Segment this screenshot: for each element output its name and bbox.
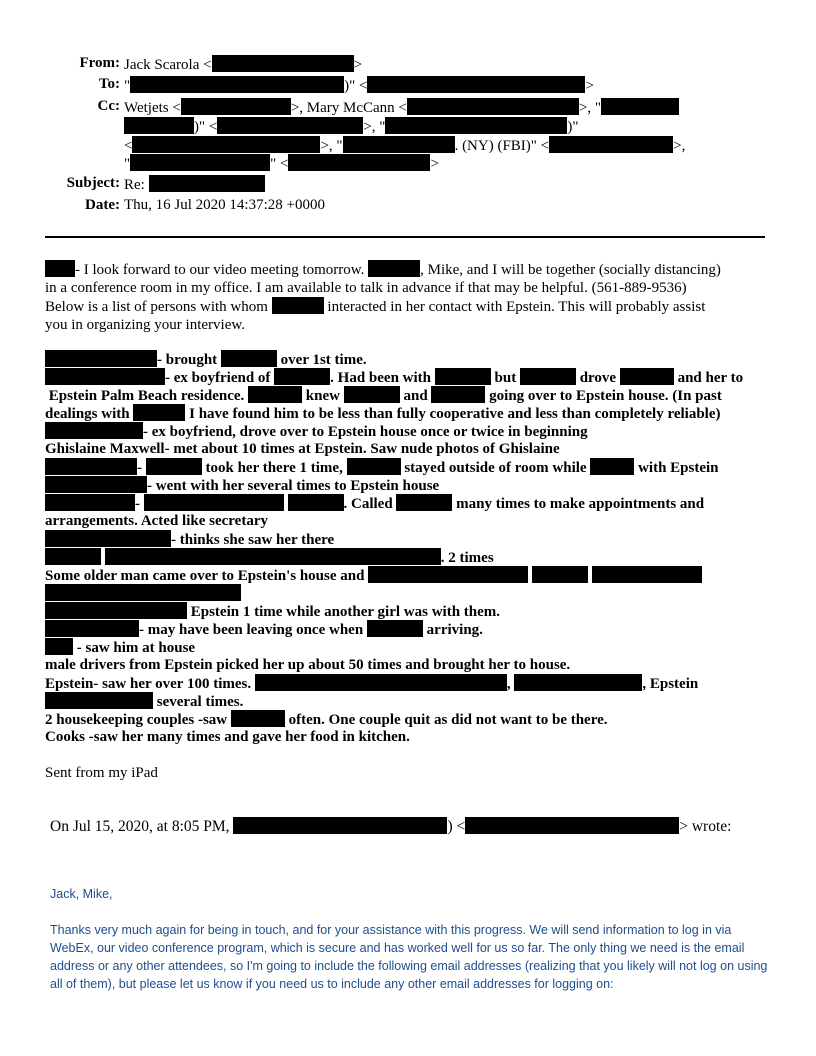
redaction	[133, 404, 185, 421]
list-item: - . Called many times to make appointments and	[45, 494, 775, 512]
list-item: - ex boyfriend of . Had been with but drove and her to	[45, 368, 775, 386]
redaction	[367, 620, 423, 637]
redaction	[45, 548, 101, 565]
redaction	[549, 136, 673, 153]
date-label: Date:	[85, 197, 120, 213]
redaction	[368, 260, 420, 277]
redaction	[231, 710, 285, 727]
redaction	[368, 566, 528, 583]
redaction	[45, 494, 135, 511]
redaction	[532, 566, 588, 583]
list-item: - went with her several times to Epstein house	[45, 476, 775, 494]
redaction	[514, 674, 642, 691]
redaction	[45, 350, 157, 367]
redaction	[130, 154, 270, 171]
redaction	[343, 136, 455, 153]
redaction	[248, 386, 302, 403]
list-item: Some older man came over to Epstein's house and	[45, 566, 775, 584]
list-item: - took her there 1 time, stayed outside of room while with Epstein	[45, 458, 775, 476]
list-item: Epstein Palm Beach residence. knew and going over to Epstein house. (In past	[48, 388, 722, 404]
redaction	[367, 76, 585, 93]
redaction	[105, 548, 441, 565]
list-item: Ghislaine Maxwell- met about 10 times at Epstein. Saw nude photos of Ghislaine	[45, 441, 560, 457]
signature: Sent from my iPad	[45, 765, 158, 781]
redaction	[435, 368, 491, 385]
redaction	[465, 817, 679, 834]
date-value: Thu, 16 Jul 2020 14:37:28 +0000	[124, 197, 325, 213]
subject-label: Subject:	[66, 175, 120, 191]
cc-label: Cc:	[97, 98, 120, 114]
email-document: From: Jack Scarola < > To: " )" < > Cc: Wetjets < >, Mary McCann < >, " )" < >, " )" < >, " . (NY) (FBI)" < >, " " < > Subject: Re: Date: Thu, 16 Jul 2020 14:37:28 +0000 - I look forward to our video meeting tomorrow. , Mike, and I will be together (socially distancing) in a conference room in my office. I am available to talk in advance if that may be helpful. (561-889-9536) Below is a list of persons with whom interacted in her contact with Epstein. This will probably assist you in organizing your interview. - brought over 1st time. - ex boyfriend of . Had been with but drove and her to Epstein Palm Beach residence. knew and going over to Epstein house. (In past dealings with I have found him to be less than fully cooperative and less than completely reliable) - ex boyfriend, drove over to Epstein house once or twice in beginning Ghislaine Maxwell- met about 10 times at Epstein. Saw nude photos of Ghislaine - took her there 1 time, stayed outside of room while with Epstein - went with her several times to Epstein house - . Called many times to make appointments and arrangements. Acted like secretary - thinks she saw her there . 2 times Some older man came over to Epstein's house and Epstein 1 time while another girl was with them. - may have been leaving once when arriving. - saw him at house male drivers from Epstein picked her up about 50 times and brought her to house. Epstein- saw her over 100 times. , , Epstein several times. 2 housekeeping couples -saw often. One couple quit as did not want to be there. Cooks -saw her many times and gave her food in kitchen. Sent from my iPad On Jul 15, 2020, at 8:05 PM, ) < > wrote: Jack, Mike, Thanks very much again for being in touch, and for your assistance with this progress. We will send information to log in via WebEx, our video conference program, which is secure and has worked well for us so far. The only thing we need is the email address or any other attendees, so I'm going to include the following email addresses (realizing that you likely will not log on using all of them), but please let us know if you need us to include any other email addresses for logging on:	[0, 0, 816, 1056]
list-item: Epstein 1 time while another girl was with them.	[45, 602, 775, 620]
redaction	[592, 566, 702, 583]
redaction	[407, 98, 579, 115]
redaction	[431, 386, 485, 403]
redaction	[45, 422, 143, 439]
redaction	[45, 638, 73, 655]
list-item: . 2 times	[45, 548, 775, 566]
redaction	[233, 817, 447, 834]
redaction	[212, 55, 354, 72]
redaction	[255, 674, 507, 691]
intro-paragraph: - I look forward to our video meeting tomorrow. , Mike, and I will be together (socially distancing) in a conference room in my office. I am available to talk in advance if that may be helpful. (561-889-9536) Below is a list of persons with whom interacted in her contact with Epstein. This will probably assist you in organizing your interview.	[45, 262, 721, 333]
redaction	[45, 692, 153, 709]
redaction	[45, 620, 139, 637]
redaction	[601, 98, 679, 115]
list-item: - may have been leaving once when arriving.	[45, 620, 775, 638]
list-item: Cooks -saw her many times and gave her food in kitchen.	[45, 729, 410, 745]
quoted-header: On Jul 15, 2020, at 8:05 PM, ) < > wrote:	[50, 818, 732, 835]
redaction	[347, 458, 401, 475]
redaction	[146, 458, 202, 475]
list-item	[45, 584, 775, 602]
list-item: - brought over 1st time.	[45, 350, 775, 368]
persons-list	[45, 350, 775, 746]
redaction	[130, 76, 344, 93]
list-item: 2 housekeeping couples -saw often. One couple quit as did not want to be there.	[45, 712, 608, 728]
redaction	[144, 494, 284, 511]
redaction	[45, 530, 171, 547]
list-item: - thinks she saw her there	[45, 530, 775, 548]
redaction	[520, 368, 576, 385]
cc-name-wetjets: Wetjets <	[124, 100, 181, 116]
redaction	[396, 494, 452, 511]
redaction	[124, 117, 194, 134]
redaction	[272, 297, 324, 314]
redaction	[288, 154, 430, 171]
cc-fbi: . (NY) (FBI)" <	[454, 138, 550, 154]
from-name: Jack Scarola <	[124, 57, 212, 73]
redaction	[181, 98, 291, 115]
redaction	[45, 476, 147, 493]
subject-prefix: Re:	[124, 177, 145, 193]
quoted-paragraph: Thanks very much again for being in touch, and for your assistance with this progress. We will send information to log in via WebEx, our video conference program, which is secure and has worked well for us so far. The only thing we need is the email address or any other attendees, so I'm going to include the following email addresses (realizing that you likely will not log on using all of them), but please let us know if you need us to include any other email addresses for logging on:	[50, 923, 768, 991]
list-item: - ex boyfriend, drove over to Epstein house once or twice in beginning	[45, 422, 775, 440]
list-item: dealings with I have found him to be less than fully cooperative and less than completely reliable)	[45, 406, 721, 422]
list-item: arrangements. Acted like secretary	[45, 513, 268, 529]
list-item: several times.	[45, 692, 775, 710]
from-label: From:	[79, 55, 120, 71]
redaction	[288, 494, 344, 511]
redaction	[45, 602, 187, 619]
redaction	[620, 368, 674, 385]
redaction	[385, 117, 567, 134]
redaction	[132, 136, 320, 153]
to-label: To:	[98, 76, 120, 92]
redaction	[590, 458, 634, 475]
quoted-greeting: Jack, Mike,	[50, 887, 113, 901]
redaction	[45, 458, 137, 475]
redaction	[45, 368, 165, 385]
redaction	[221, 350, 277, 367]
redaction	[344, 386, 400, 403]
header-divider	[45, 236, 765, 238]
redaction	[217, 117, 363, 134]
redaction	[149, 175, 265, 192]
list-item: Epstein- saw her over 100 times. , , Epstein	[45, 676, 699, 692]
redaction	[274, 368, 330, 385]
list-item: male drivers from Epstein picked her up about 50 times and brought her to house.	[45, 657, 571, 673]
redaction	[45, 584, 241, 601]
list-item: - saw him at house	[45, 638, 775, 656]
cc-name-mccann: >, Mary McCann <	[290, 100, 407, 116]
redaction	[45, 260, 75, 277]
